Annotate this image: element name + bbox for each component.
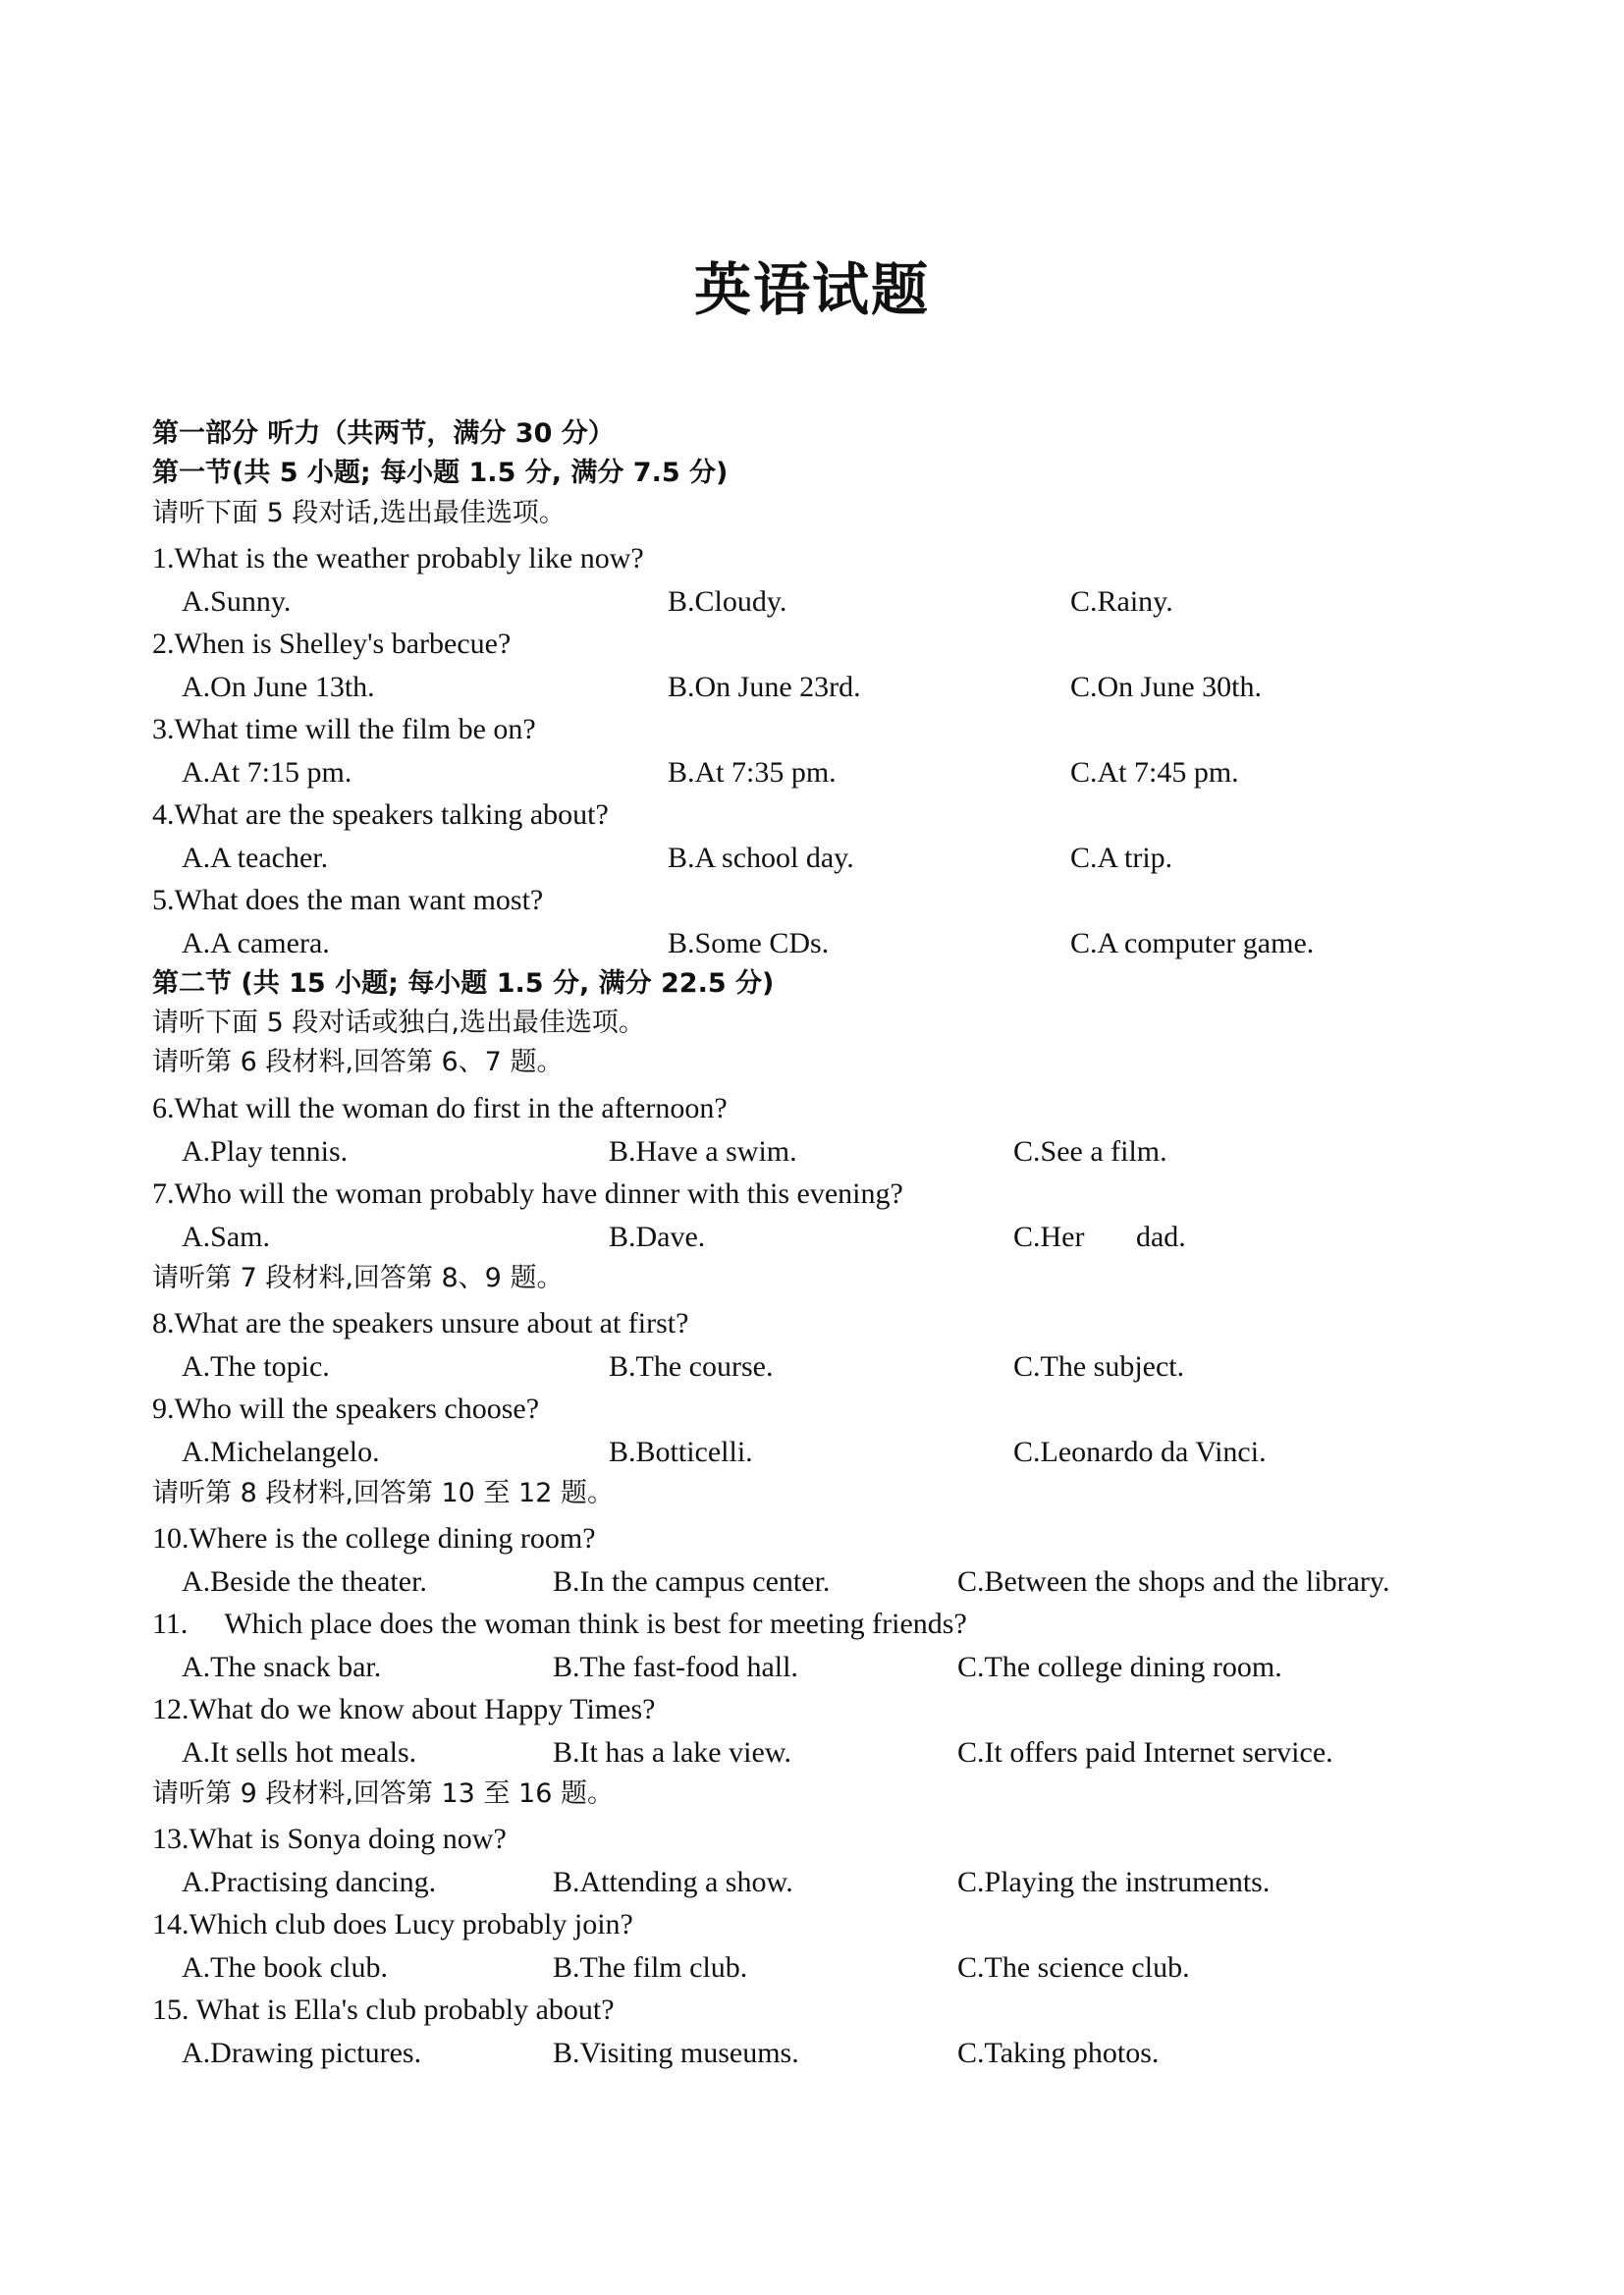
option-c: C.Between the shops and the library. xyxy=(957,1565,1390,1598)
question-text: 2.When is Shelley's barbecue? xyxy=(152,628,512,660)
option-a: A.Play tennis. xyxy=(182,1135,349,1168)
section1-heading: 第一节(共 5 小题; 每小题 1.5 分, 满分 7.5 分) xyxy=(152,458,729,488)
option-a: A.The snack bar. xyxy=(182,1651,382,1683)
option-c: C.At 7:45 pm. xyxy=(1070,756,1239,789)
option-c: C.The college dining room. xyxy=(957,1651,1282,1683)
option-b: B.The film club. xyxy=(553,1951,748,1984)
section2-instruction: 请听下面 5 段对话或独白,选出最佳选项。 xyxy=(152,1008,645,1038)
option-b: B.Visiting museums. xyxy=(553,2037,799,2069)
question-text: 1.What is the weather probably like now? xyxy=(152,542,644,574)
option-a: A.Drawing pictures. xyxy=(182,2037,422,2069)
question-text: 5.What does the man want most? xyxy=(152,884,544,916)
option-c: C.A trip. xyxy=(1070,842,1173,874)
option-c: C.The science club. xyxy=(957,1951,1190,1984)
option-a: A.The topic. xyxy=(182,1350,330,1383)
question-text: 15. What is Ella's club probably about? xyxy=(152,1994,615,2026)
option-a: A.Sunny. xyxy=(182,585,292,618)
question-text: 12.What do we know about Happy Times? xyxy=(152,1693,656,1725)
option-b: B.In the campus center. xyxy=(553,1565,831,1598)
question-text: 8.What are the speakers unsure about at first? xyxy=(152,1307,689,1339)
question-text: 13.What is Sonya doing now? xyxy=(152,1823,507,1855)
option-a: A.Sam. xyxy=(182,1221,270,1253)
option-b: B.It has a lake view. xyxy=(553,1736,791,1769)
option-c: C.See a film. xyxy=(1013,1135,1167,1168)
part1-heading: 第一部分 听力（共两节，满分 30 分） xyxy=(152,418,615,449)
option-c: C.Leonardo da Vinci. xyxy=(1013,1436,1267,1468)
option-c: C.Playing the instruments. xyxy=(957,1866,1271,1898)
page-title: 英语试题 xyxy=(693,256,930,323)
question-text: 11. Which place does the woman think is best for meeting friends? xyxy=(152,1608,967,1640)
option-a: A.Michelangelo. xyxy=(182,1436,380,1468)
question-text: 14.Which club does Lucy probably join? xyxy=(152,1908,633,1940)
option-b: B.On June 23rd. xyxy=(668,671,861,703)
option-c: C.Her dad. xyxy=(1013,1221,1186,1253)
section1-instruction: 请听下面 5 段对话,选出最佳选项。 xyxy=(152,498,566,528)
option-a: A.Practising dancing. xyxy=(182,1866,437,1898)
question-text: 3.What time will the film be on? xyxy=(152,713,536,745)
option-a: A.Beside the theater. xyxy=(182,1565,427,1598)
option-b: B.Dave. xyxy=(609,1221,706,1253)
option-c: C.Taking photos. xyxy=(957,2037,1160,2069)
option-c: C.On June 30th. xyxy=(1070,671,1262,703)
option-c: C.It offers paid Internet service. xyxy=(957,1736,1333,1769)
option-b: B.Have a swim. xyxy=(609,1135,797,1168)
option-b: B.The fast-food hall. xyxy=(553,1651,798,1683)
option-b: B.The course. xyxy=(609,1350,774,1383)
option-b: B.Cloudy. xyxy=(668,585,787,618)
option-b: B.At 7:35 pm. xyxy=(668,756,837,789)
material-instruction: 请听第 9 段材料,回答第 13 至 16 题。 xyxy=(152,1778,614,1809)
section2-heading: 第二节 (共 15 小题; 每小题 1.5 分, 满分 22.5 分) xyxy=(152,968,775,999)
option-c: C.The subject. xyxy=(1013,1350,1185,1383)
option-b: B.A school day. xyxy=(668,842,854,874)
question-text: 10.Where is the college dining room? xyxy=(152,1522,596,1555)
material-instruction: 请听第 8 段材料,回答第 10 至 12 题。 xyxy=(152,1478,614,1508)
option-a: A.At 7:15 pm. xyxy=(182,756,352,789)
question-text: 9.Who will the speakers choose? xyxy=(152,1393,540,1425)
material-instruction: 请听第 7 段材料,回答第 8、9 题。 xyxy=(152,1263,564,1293)
option-c: C.Rainy. xyxy=(1070,585,1173,618)
option-a: A.On June 13th. xyxy=(182,671,375,703)
question-text: 7.Who will the woman probably have dinner with this evening? xyxy=(152,1177,903,1210)
option-a: A.It sells hot meals. xyxy=(182,1736,417,1769)
option-b: B.Some CDs. xyxy=(668,927,830,959)
option-a: A.The book club. xyxy=(182,1951,388,1984)
option-c: C.A computer game. xyxy=(1070,927,1315,959)
option-a: A.A camera. xyxy=(182,927,330,959)
material-instruction: 请听第 6 段材料,回答第 6、7 题。 xyxy=(152,1047,564,1077)
option-a: A.A teacher. xyxy=(182,842,329,874)
option-b: B.Attending a show. xyxy=(553,1866,793,1898)
question-text: 6.What will the woman do first in the afternoon? xyxy=(152,1092,728,1124)
question-text: 4.What are the speakers talking about? xyxy=(152,798,609,831)
option-b: B.Botticelli. xyxy=(609,1436,753,1468)
